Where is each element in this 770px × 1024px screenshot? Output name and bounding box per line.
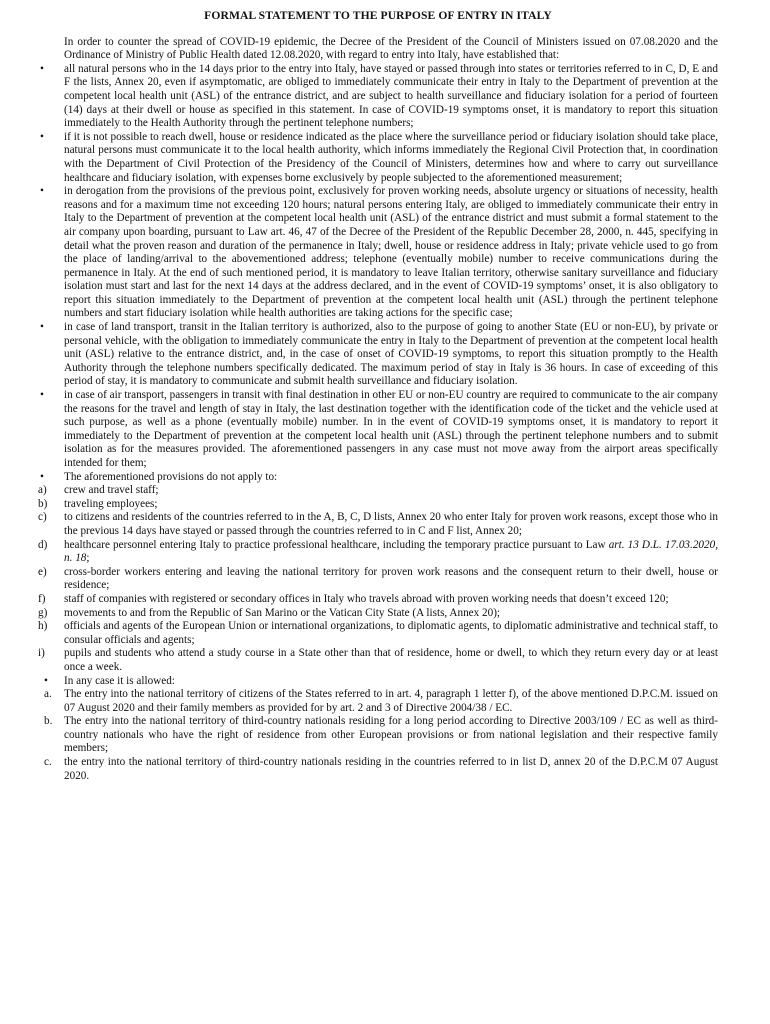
allowed-heading-item — [38, 675, 718, 689]
allowed-text: The entry into the national territory of citizens of the States referred to in art. 4, paragraph 1 letter f), of the above mentioned D.P.C.M. issued on 07 August 2020 and their family members as provided for by art. 2 and 3 of Directive 2004/38 / EC. — [64, 688, 718, 714]
bullet-item — [38, 63, 718, 131]
exemption-text: traveling employees; — [64, 497, 158, 510]
bullet-item — [38, 321, 718, 389]
exemption-marker: f) — [38, 592, 46, 605]
allowed-heading: In any case it is allowed: — [64, 674, 175, 687]
exemption-text: pupils and students who attend a study course in a State other than that of residence, home or dwell, to which they return every day or at least once a week. — [64, 647, 718, 673]
exemption-marker: d) — [38, 538, 48, 551]
exemption-text: to citizens and residents of the countries referred to in the A, B, C, D lists, Annex 20 who enter Italy for proven work reasons, except those who in the previous 14 days have stayed or passed through the countries referred to in C and F list, Annex 20; — [64, 511, 718, 537]
exemption-text-tail: ; — [86, 552, 90, 565]
exemption-text: movements to and from the Republic of San Marino or the Vatican City State (A lists, Annex 20); — [64, 606, 501, 619]
document-title: FORMAL STATEMENT TO THE PURPOSE OF ENTRY IN ITALY — [204, 9, 552, 22]
allowed-item — [38, 756, 718, 783]
bullet-item — [38, 389, 718, 471]
exemption-text — [64, 539, 718, 566]
exemption-item — [38, 484, 718, 498]
exemption-item — [38, 498, 718, 512]
bullet-marker: • — [40, 130, 44, 143]
exemption-item — [38, 620, 718, 647]
bullet-marker: • — [44, 674, 48, 687]
exemption-marker: e) — [38, 565, 47, 578]
exemption-text: staff of companies with registered or secondary offices in Italy who travels abroad with proven working needs that doesn’t exceed 120; — [64, 592, 669, 605]
bullet-text: in case of air transport, passengers in transit with final destination in other EU or non-EU country are required to communicate to the air company the reasons for the travel and length of stay in Italy, the last destination together with the identification code of the ticket and the vehicle used at such purpose, as well as a phone (eventually mobile) number. In in the event of COVID-19 symptoms onset, it is mandatory to report it immediately to the Department of prevention at the competent local health unit (ASL) through the pertinent telephone numbers and to submit isolation as for the measures provided. The aforementioned passengers in any case must not move away from the airport areas specifically intended for them; — [64, 389, 718, 469]
bullet-text: The aforementioned provisions do not apply to: — [64, 470, 278, 483]
exemption-item — [38, 607, 718, 621]
allowed-marker: b. — [44, 715, 53, 728]
bullet-item — [38, 471, 718, 485]
exemption-item — [38, 647, 718, 674]
bullet-text: all natural persons who in the 14 days prior to the entry into Italy, have stayed or passed through into states or territories referred to in C, D, E and F the lists, Annex 20, even if asymptomatic, are obliged to immediately communicate their entry in Italy to the Department of prevention at the competent local health unit (ASL) of the entrance district, and are subject to health surveillance and fiduciary isolation for a period of fourteen (14) days at their dwell or house as specified in this statement. In case of COVID-19 symptoms onset, it is mandatory to report this situation immediately to the Health Authority through the pertinent telephone numbers; — [64, 62, 718, 130]
bullet-marker: • — [40, 185, 44, 198]
exemption-law-reference: art. 13 D.L. 17.03.2020, n. 18 — [64, 538, 718, 565]
exemption-item — [38, 511, 718, 538]
bullet-marker: • — [40, 470, 44, 483]
allowed-text: the entry into the national territory of third-country nationals residing in the countries referred to in list D, annex 20 of the D.P.C.M 07 August 2020. — [64, 756, 718, 782]
allowed-item — [38, 715, 718, 756]
allowed-item — [38, 688, 718, 715]
exemption-marker: g) — [38, 606, 48, 619]
exemption-item — [38, 566, 718, 593]
bullet-item — [38, 185, 718, 321]
allowed-text: The entry into the national territory of third-country nationals residing for a long period according to Directive 2003/109 / EC as well as third-country nationals who have the right of residence from other European provisions or from national legislation and their respective family members; — [64, 715, 718, 755]
exemption-marker: a) — [38, 484, 47, 497]
exemption-text: cross-border workers entering and leaving the national territory for proven work reasons and the consequent return to their dwell, house or residence; — [64, 565, 718, 592]
intro-paragraph: In order to counter the spread of COVID-19 epidemic, the Decree of the President of the Council of Ministers issued on 07.08.2020 and the Ordinance of Ministry of Public Health dated 12.08.2020, with regard to entry into Italy, have established that: — [64, 35, 718, 62]
exemption-text: officials and agents of the European Union or international organizations, to diplomatic agents, to diplomatic administrative and technical staff, to consular officials and agents; — [64, 620, 718, 646]
exemption-marker: c) — [38, 511, 47, 524]
bullet-marker: • — [40, 389, 44, 402]
bullet-text: in case of land transport, transit in the Italian territory is authorized, also to the purpose of going to another State (EU or non-EU), by private or personal vehicle, with the obligation to immediately communicate the entry in Italy to the Department of prevention at the competent local health unit (ASL) relative to the entrance district, and, in the case of onset of COVID-19 symptoms, to report this situation promptly to the Health Authority through the telephone numbers specifically dedicated. The maximum period of stay in Italy is 36 hours. In case of exceeding of this period of stay, it is mandatory to communicate and submit health surveillance and fiduciary isolation. — [64, 321, 718, 388]
exemption-marker: h) — [38, 620, 48, 633]
exemption-text: crew and travel staff; — [64, 484, 159, 497]
allowed-marker: c. — [44, 756, 52, 769]
allowed-marker: a. — [44, 688, 52, 701]
exemption-text-main: healthcare personnel entering Italy to practice professional healthcare, including the temporary practice pursuant to Law — [64, 538, 609, 551]
bullet-text: if it is not possible to reach dwell, house or residence indicated as the place where the surveillance period or fiduciary isolation should take place, natural persons must communicate it to the local health authority, which informs immediately the Regional Civil Protection that, in coordination with the Department of Civil Protection of the Presidency of the Council of Ministers, determines how and where to carry out surveillance healthcare and fiduciary isolation, with expenses borne exclusively by people subjected to the aforementioned measurement; — [64, 130, 718, 184]
bullet-marker: • — [40, 62, 44, 75]
exemption-marker: b) — [38, 497, 48, 510]
exemption-marker: i) — [38, 647, 45, 660]
exemption-item — [38, 593, 718, 607]
bullet-item — [38, 131, 718, 185]
exemption-item — [38, 539, 718, 566]
bullet-marker: • — [40, 321, 44, 334]
bullet-text: in derogation from the provisions of the previous point, exclusively for proven working needs, absolute urgency or situations of necessity, health reasons and for a maximum time not exceeding 120 hours; natural persons entering Italy, are obliged to immediately communicate their entry in Italy to the Department of prevention at the competent local health unit (ASL) of the entrance district and must submit a formal statement to the air company upon boarding, pursuant to Law art. 46, 47 of the Decree of the President of the Republic December 28, 2000, n. 445, specifying in detail what the proven reason and duration of the permanence in Italy; dwell, house or residence address in Italy; private vehicle used to go from the place of landing/arrival to the abovementioned address; telephone (eventually mobile) number to receive communications during the permanence in Italy. At the end of such mentioned period, it is mandatory to leave Italian territory, otherwise sanitary surveillance and fiduciary isolation must start and last for the next 14 days at the address declared, and in the event of COVID-19 symptoms’ onset, it is also obligatory to report this situation immediately to the Department of prevention at the competent local health unit (ASL) through the pertinent telephone numbers and start fiduciary isolation while health authorities are taking actions for the specific case; — [64, 185, 718, 320]
